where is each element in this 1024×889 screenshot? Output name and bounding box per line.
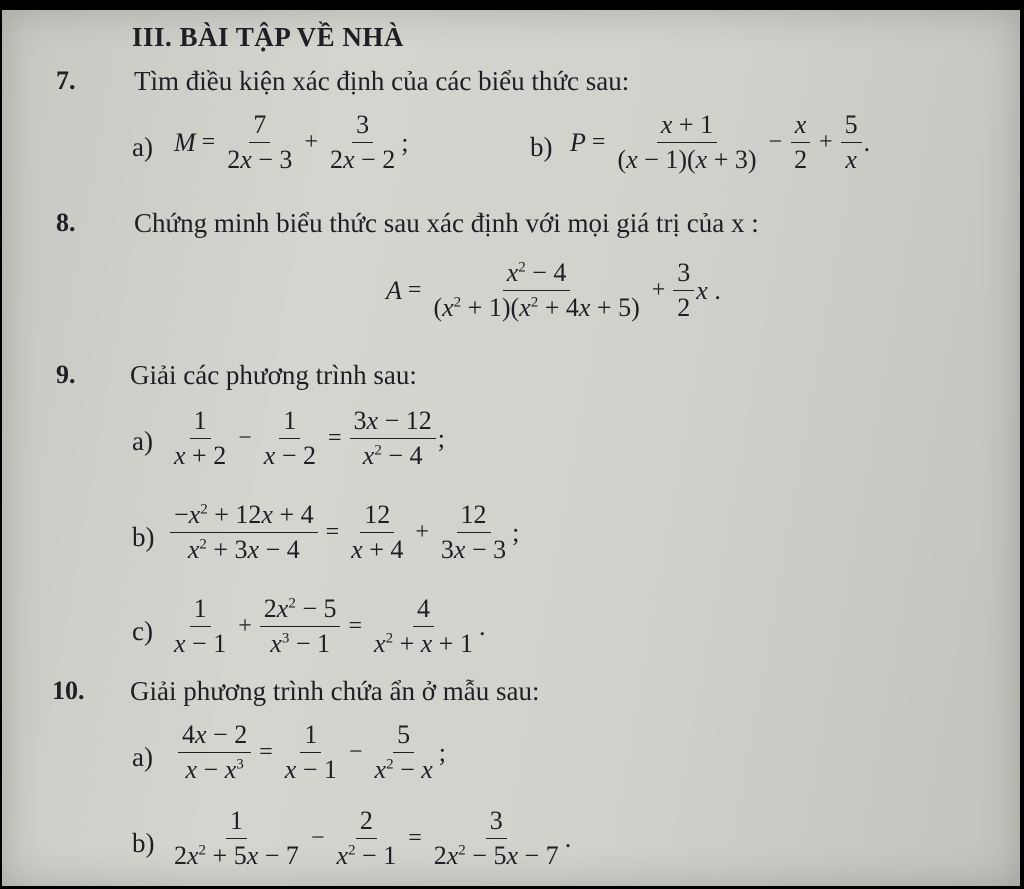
problem-10a-expression: $\frac{4x - 2}{x - x^3}$ = $\frac{1}{x - 1}$ − $\frac{5}{x^2 - x}$ ; [176, 720, 446, 785]
problem-7-statement: Tìm điều kiện xác định của các biểu thức sau: [134, 66, 630, 96]
problem-9a-label: a) [132, 426, 153, 456]
problem-9-statement: Giải các phương trình sau: [130, 360, 417, 390]
problem-7b-expression: P = $\frac{x + 1}{(x - 1)(x + 3)}$ − $\frac{x}{2}$ + $\frac{5}{x}$ . [570, 110, 871, 174]
problem-10-statement: Giải phương trình chứa ẩn ở mẫu sau: [130, 676, 540, 706]
problem-9c-expression: $\frac{1}{x - 1}$ + $\frac{2x^2 - 5}{x^3 - 1}$ = $\frac{4}{x^2 + x + 1}$ . [174, 594, 486, 658]
section-title: III. BÀI TẬP VỀ NHÀ [132, 22, 404, 52]
problem-9-number: 9. [56, 360, 76, 389]
problem-9b-expression: $\frac{-x^2 + 12x + 4}{x^2 + 3x - 4}$ = $\frac{12}{x + 4}$ + $\frac{12}{3x - 3}$ ; [168, 500, 519, 565]
problem-9b-label: b) [132, 522, 155, 552]
problem-8-number: 8. [56, 208, 76, 237]
problem-10a-label: a) [132, 742, 153, 772]
problem-7-number: 7. [56, 66, 76, 95]
problem-10b-expression: $\frac{1}{2x^2 + 5x - 7}$ − $\frac{2}{x^2 - 1}$ = $\frac{3}{2x^2 - 5x - 7}$ . [174, 806, 572, 870]
textbook-page [2, 10, 1020, 886]
problem-9c-label: c) [132, 616, 153, 646]
problem-10-number: 10. [52, 676, 85, 705]
problem-7b-label: b) [530, 132, 553, 162]
problem-8-statement: Chứng minh biểu thức sau xác định với mọi giá trị của x : [134, 208, 759, 238]
problem-9a-expression: $\frac{1}{x + 2}$ − $\frac{1}{x - 2}$ = $\frac{3x - 12}{x^2 - 4}$ ; [174, 406, 445, 470]
problem-10b-label: b) [132, 828, 155, 858]
problem-8-expression: A = $\frac{x^2 - 4}{(x^2 + 1)(x^2 + 4x + 5)}$ + $\frac{3}{2}$ x . [386, 258, 721, 322]
problem-7a-label: a) [132, 132, 153, 162]
problem-7a-expression: M = $\frac{7}{2x - 3}$ + $\frac{3}{2x - 2}$ ; [174, 110, 409, 174]
